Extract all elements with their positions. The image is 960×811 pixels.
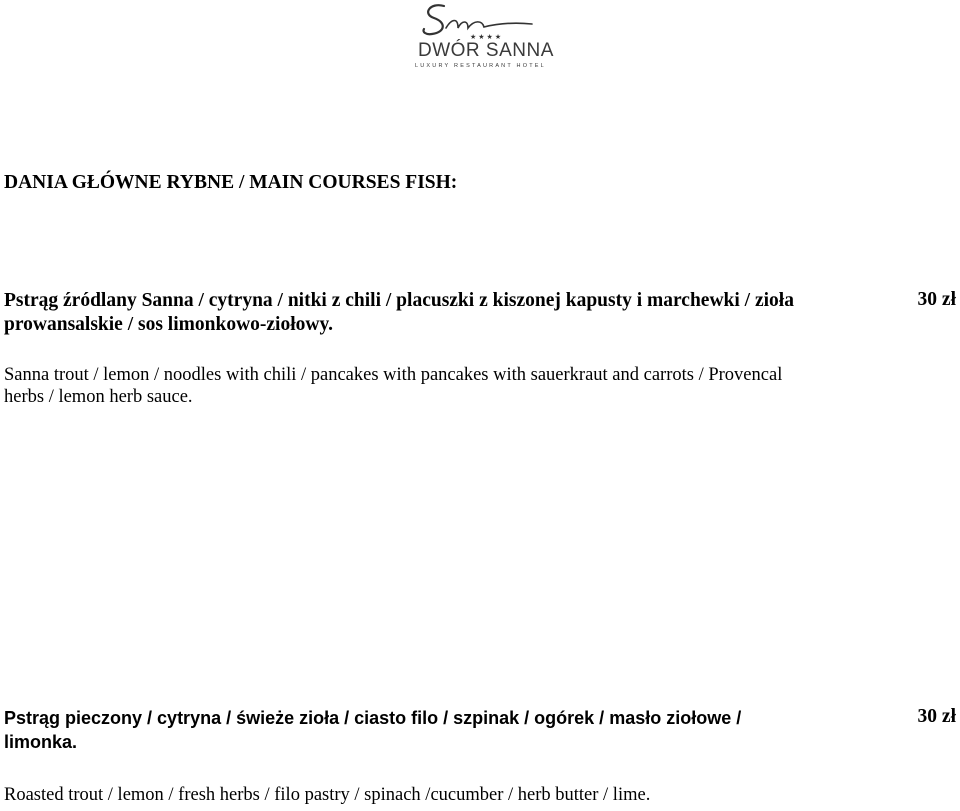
dish-name-english: Sanna trout / lemon / noodles with chili / pancakes with pancakes with sauerkraut and carrots / Provencal herbs / lemon herb sauce. (4, 365, 783, 407)
logo-name: DWÓR SANNA (418, 40, 554, 61)
dish-price: 30 zł (917, 706, 956, 727)
logo-signature-icon (400, 0, 580, 40)
dish-price: 30 zł (917, 289, 956, 310)
dish-name-polish: Pstrąg pieczony / cytryna / świeże zioła / ciasto filo / szpinak / ogórek / masło ziołowe / limonka. (4, 708, 742, 752)
restaurant-logo (400, 0, 580, 78)
menu-item (4, 289, 954, 408)
menu-item (4, 706, 954, 806)
dish-name-polish: Pstrąg źródlany Sanna / cytryna / nitki z chili / placuszki z kiszonej kapusty i marchewki / zioła prowansalskie / sos limonkowo-ziołowy. (4, 290, 794, 335)
logo-tagline: LUXURY RESTAURANT HOTEL (415, 63, 546, 69)
svg-text:★★★★: ★★★★ (470, 33, 504, 40)
section-heading: DANIA GŁÓWNE RYBNE / MAIN COURSES FISH: (4, 172, 458, 193)
dish-name-english: Roasted trout / lemon / fresh herbs / filo pastry / spinach /cucumber / herb butter / lime. (4, 785, 651, 805)
